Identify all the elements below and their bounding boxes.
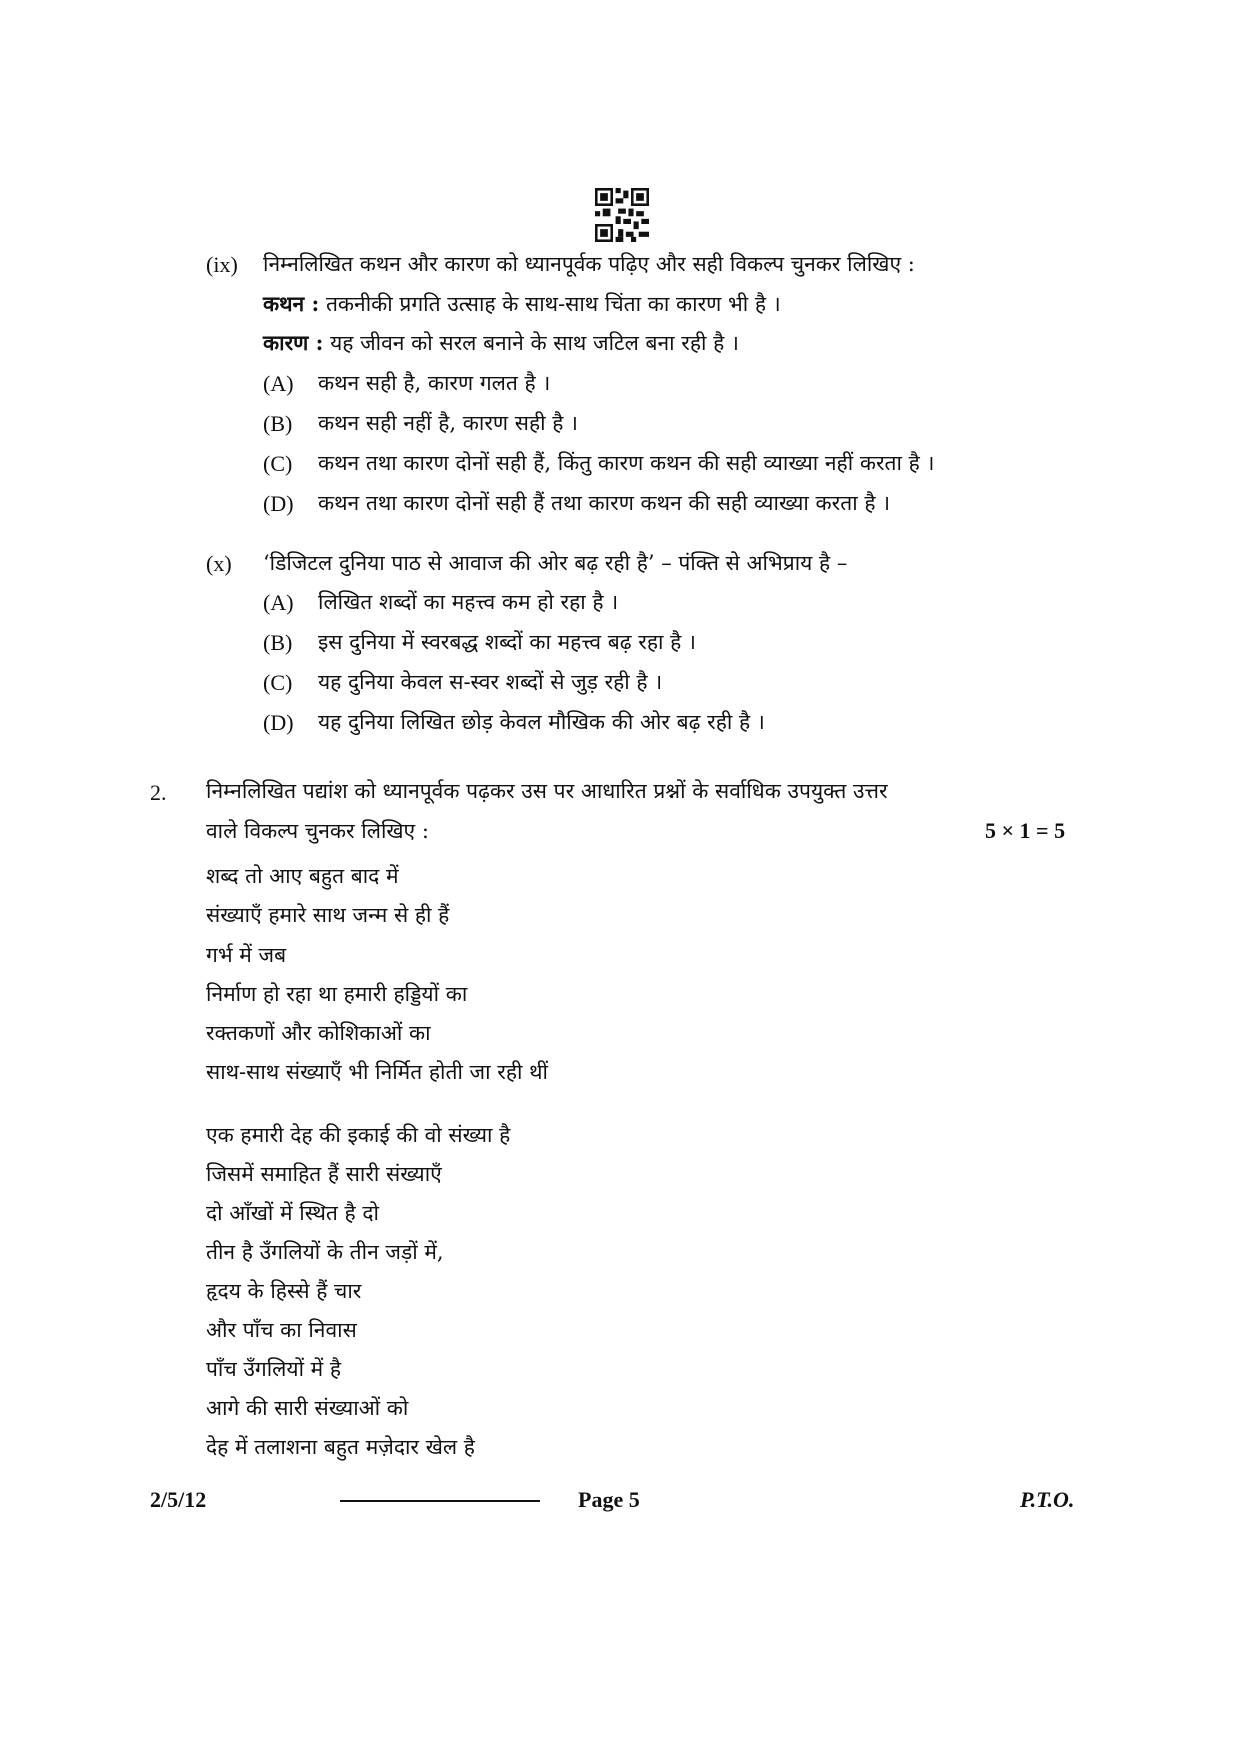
poem-line: रक्तकणों और कोशिकाओं का (206, 1021, 431, 1045)
marks-label: 5 × 1 = 5 (985, 818, 1066, 843)
option-text: यह दुनिया केवल स-स्वर शब्दों से जुड़ रही है । (318, 670, 663, 694)
footer-divider (340, 1500, 540, 1502)
assertion-text: तकनीकी प्रगति उत्साह के साथ-साथ चिंता का कारण भी है । (325, 292, 781, 316)
question-x-text: ‘डिजिटल दुनिया पाठ से आवाज की ओर बढ़ रही है’ – पंक्ति से अभिप्राय है – (263, 551, 848, 575)
option-label: (B) (263, 411, 293, 436)
option-text: इस दुनिया में स्वरबद्ध शब्दों का महत्त्व बढ़ रहा है । (318, 630, 696, 654)
reason-label: कारण : (263, 330, 324, 355)
pto-label: P.T.O. (1020, 1487, 1075, 1512)
poem-line: तीन है उँगलियों के तीन जड़ों में, (206, 1240, 444, 1264)
reason-text: यह जीवन को सरल बनाने के साथ जटिल बना रही है । (330, 331, 739, 355)
question-2-instruction: निम्नलिखित पद्यांश को ध्यानपूर्वक पढ़कर उस पर आधारित प्रश्नों के सर्वाधिक उपयुक्त उत्तर (206, 779, 888, 803)
question-2-instruction: वाले विकल्प चुनकर लिखिए : (206, 819, 429, 843)
option-text: यह दुनिया लिखित छोड़ केवल मौखिक की ओर बढ़ रही है । (318, 710, 765, 734)
poem-line: शब्द तो आए बहुत बाद में (206, 864, 399, 888)
reason-line (263, 329, 739, 357)
poem-line: दो आँखों में स्थित है दो (206, 1201, 379, 1225)
poem-line: जिसमें समाहित हैं सारी संख्याएँ (206, 1162, 442, 1186)
option-text: कथन तथा कारण दोनों सही हैं, किंतु कारण कथन की सही व्याख्या नहीं करता है । (318, 451, 935, 475)
poem-line: गर्भ में जब (206, 943, 287, 967)
poem-line: हृदय के हिस्से हैं चार (206, 1279, 362, 1303)
assertion-line (263, 290, 781, 318)
option-text: लिखित शब्दों का महत्त्व कम हो रहा है । (318, 590, 619, 614)
poem-line: और पाँच का निवास (206, 1318, 357, 1342)
option-label: (A) (263, 590, 294, 615)
option-label: (A) (263, 371, 294, 396)
poem-line: आगे की सारी संख्याओं को (206, 1396, 409, 1420)
poem-line: संख्याएँ हमारे साथ जन्म से ही हैं (206, 903, 450, 927)
option-text: कथन सही है, कारण गलत है । (318, 371, 551, 395)
poem-line: निर्माण हो रहा था हमारी हड्डियों का (206, 982, 468, 1006)
option-text: कथन सही नहीं है, कारण सही है । (318, 411, 579, 435)
option-label: (D) (263, 491, 294, 516)
option-label: (C) (263, 670, 293, 695)
poem-line: साथ-साथ संख्याएँ भी निर्मित होती जा रही थीं (206, 1060, 548, 1084)
assertion-label: कथन : (263, 291, 320, 316)
question-ix-label: (ix) (206, 252, 238, 277)
option-label: (B) (263, 630, 293, 655)
question-2-number: 2. (150, 780, 167, 805)
poem-line: एक हमारी देह की इकाई की वो संख्या है (206, 1123, 511, 1147)
option-label: (D) (263, 710, 294, 735)
paper-code: 2/5/12 (150, 1487, 207, 1512)
qr-code-icon (595, 188, 649, 242)
poem-line: देह में तलाशना बहुत मज़ेदार खेल है (206, 1435, 475, 1459)
question-x-label: (x) (206, 551, 232, 576)
option-label: (C) (263, 451, 293, 476)
page-number: Page 5 (578, 1487, 640, 1512)
option-text: कथन तथा कारण दोनों सही हैं तथा कारण कथन की सही व्याख्या करता है । (318, 491, 891, 515)
poem-line: पाँच उँगलियों में है (206, 1357, 342, 1381)
question-ix-instruction: निम्नलिखित कथन और कारण को ध्यानपूर्वक पढ़िए और सही विकल्प चुनकर लिखिए : (263, 252, 915, 276)
